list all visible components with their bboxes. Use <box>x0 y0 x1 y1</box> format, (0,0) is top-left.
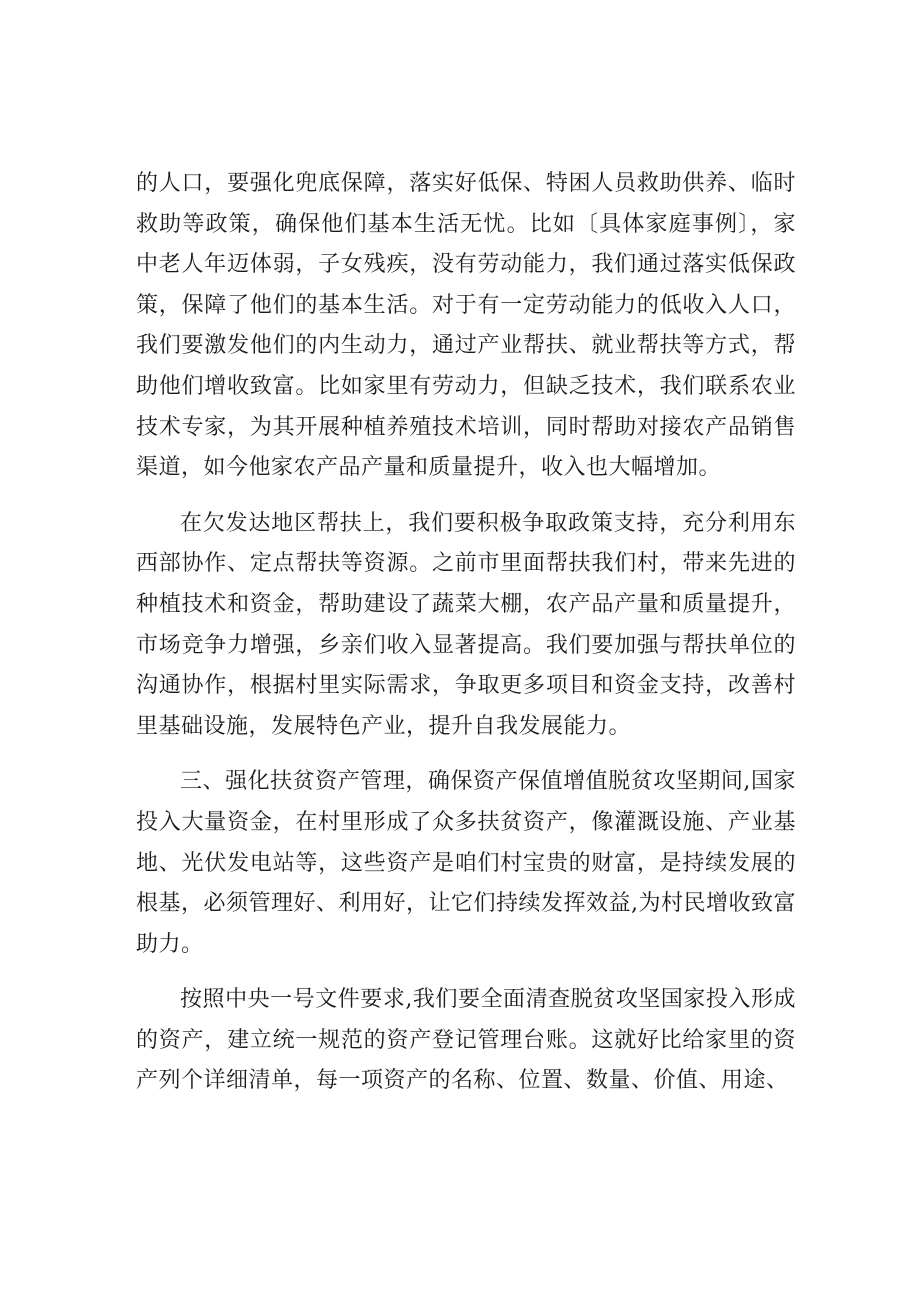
paragraph-gap <box>136 965 796 980</box>
paragraph-gap <box>136 489 796 504</box>
paragraph-2: 在欠发达地区帮扶上，我们要积极争取政策支持，充分利用东西部协作、定点帮扶等资源。之前市里面帮扶我们村，带来先进的种植技术和资金，帮助建设了蔬菜大棚，农产品产量和质量提升，市场竞争力增强，乡亲们收入显著提高。我们要加强与帮扶单位的沟通协作，根据村里实际需求，争取更多项目和资金支持，改善村里基础设施，发展特色产业，提升自我发展能力。 <box>136 510 796 739</box>
paragraph-1: 的人口，要强化兜底保障，落实好低保、特困人员救助供养、临时救助等政策，确保他们基本生活无忧。比如〔具体家庭事例〕，家中老人年迈体弱，子女残疾，没有劳动能力，我们通过落实低保政策，保障了他们的基本生活。对于有一定劳动能力的低收入人口，我们要激发他们的内生动力，通过产业帮扶、就业帮扶等方式，帮助他们增收致富。比如家里有劳动力，但缺乏技术，我们联系农业技术专家，为其开展种植养殖技术培训，同时帮助对接农产品销售渠道，如今他家农产品产量和质量提升，收入也大幅增加。 <box>136 171 796 481</box>
paragraph-4: 按照中央一号文件要求,我们要全面清查脱贫攻坚国家投入形成的资产，建立统一规范的资产登记管理台账。这就好比给家里的资产列个详细清单，每一项资产的名称、位置、数量、价值、用途、 <box>136 987 796 1094</box>
paragraph-gap <box>136 747 796 762</box>
paragraph-3: 三、强化扶贫资产管理，确保资产保值增值脱贫攻坚期间,国家投入大量资金，在村里形成了众多扶贫资产，像灌溉设施、产业基地、光伏发电站等，这些资产是咱们村宝贵的财富，是持续发展的根基，必须管理好、利用好，让它们持续发挥效益,为村民增收致富助力。 <box>136 769 796 957</box>
document-body <box>136 164 796 1102</box>
